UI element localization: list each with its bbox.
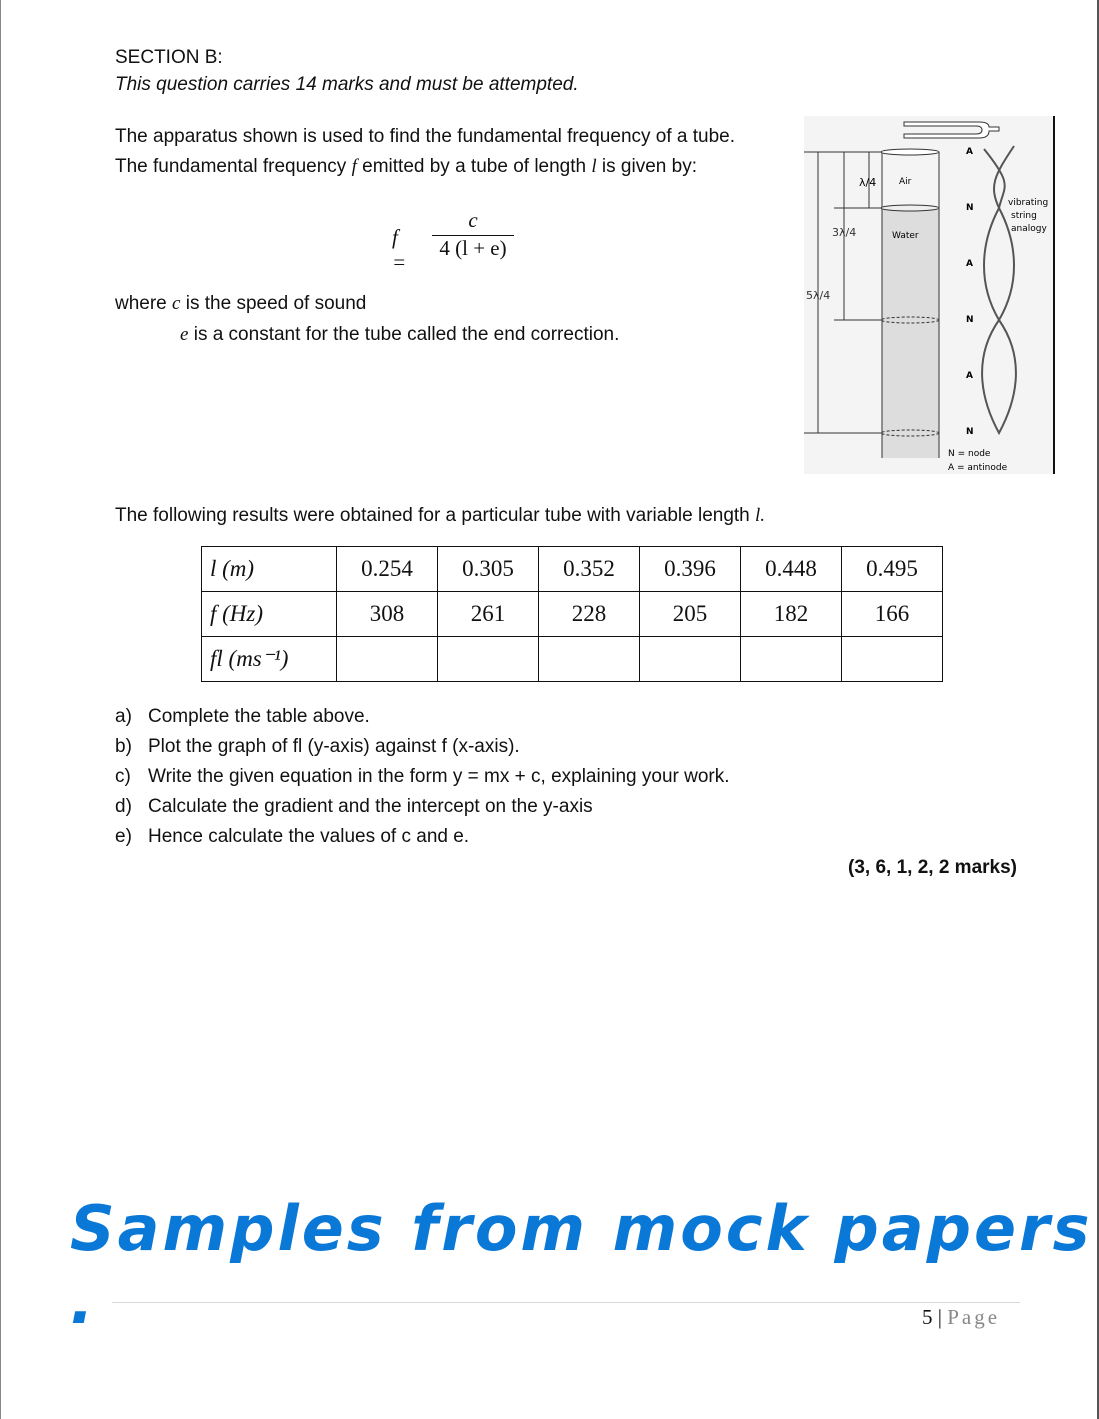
question-label: e) <box>115 826 132 847</box>
symbol-l: l. <box>755 505 766 526</box>
table-cell: 0.396 <box>640 547 741 592</box>
table-cell: 0.448 <box>741 547 842 592</box>
footer-divider <box>112 1302 1020 1303</box>
text: is given by: <box>596 156 697 177</box>
table-cell <box>640 637 741 682</box>
question-label: b) <box>115 736 132 757</box>
table-cell: 228 <box>539 592 640 637</box>
question-label: c) <box>115 766 131 787</box>
antinode-label: A <box>966 259 973 269</box>
question-item <box>115 825 730 855</box>
water-column <box>882 208 939 458</box>
node-label: N <box>966 427 974 437</box>
node-label: N <box>966 203 974 213</box>
question-label: d) <box>115 796 132 817</box>
table-cell: 0.495 <box>842 547 943 592</box>
question-text: Calculate the gradient and the intercept on the y-axis <box>148 796 593 817</box>
question-item <box>115 765 730 795</box>
question-item <box>115 735 730 765</box>
section-title: SECTION B: <box>115 47 223 68</box>
analogy-label: string <box>1011 211 1037 221</box>
table-cell: 205 <box>640 592 741 637</box>
intro-line-1: The apparatus shown is used to find the fundamental frequency of a tube. <box>115 126 736 147</box>
table-cell: 308 <box>337 592 438 637</box>
intro-line-2 <box>115 156 697 178</box>
lambda-quarter-label: λ/4 <box>859 176 877 189</box>
table-cell <box>337 637 438 682</box>
marks-allocation: (3, 6, 1, 2, 2 marks) <box>848 857 1017 878</box>
tube-top <box>881 149 939 155</box>
analogy-label: vibrating <box>1008 198 1049 208</box>
separator: | <box>937 1305 942 1329</box>
question-label: a) <box>115 706 132 727</box>
text: is a constant for the tube called the end correction. <box>188 324 620 345</box>
table-row <box>202 592 943 637</box>
text: The following results were obtained for a particular tube with variable length <box>115 505 756 526</box>
page-label: Page <box>947 1305 1001 1329</box>
question-text: Plot the graph of fl (y-axis) against f (x-axis). <box>148 736 520 757</box>
formula-lhs: f = <box>392 225 407 274</box>
row-header: l (m) <box>202 547 337 592</box>
question-text: Hence calculate the values of c and e. <box>148 826 470 847</box>
antinode-label: A <box>966 147 973 157</box>
three-lambda-quarter-label: 3λ/4 <box>832 226 857 239</box>
table-cell: 0.254 <box>337 547 438 592</box>
page-footer <box>922 1305 1000 1330</box>
five-lambda-quarter-label: 5λ/4 <box>806 289 831 302</box>
table-cell <box>741 637 842 682</box>
legend-node: N = node <box>948 449 991 459</box>
results-intro <box>115 505 765 527</box>
water-surface <box>881 205 939 211</box>
antinode-label: A <box>966 371 973 381</box>
page-edge-left <box>0 0 1 1419</box>
question-text: Complete the table above. <box>148 706 370 727</box>
table-cell: 166 <box>842 592 943 637</box>
symbol-e: e <box>180 324 189 345</box>
symbol-c: c <box>172 293 181 314</box>
formula-denominator: 4 (l + e) <box>439 236 507 260</box>
text: The fundamental frequency <box>115 156 352 177</box>
table-cell: 0.352 <box>539 547 640 592</box>
table-cell: 0.305 <box>438 547 539 592</box>
where-line-1 <box>115 293 366 315</box>
formula-numerator: c <box>432 208 514 236</box>
results-table <box>201 546 943 682</box>
question-item <box>115 705 730 735</box>
row-header: fl (ms⁻¹) <box>202 637 337 682</box>
page-number: 5 <box>922 1305 933 1329</box>
where-line-2 <box>180 324 619 346</box>
symbol-f: f <box>351 156 357 177</box>
text: where <box>115 293 173 314</box>
table-row <box>202 637 943 682</box>
handwritten-note: Samples from mock papers . <box>70 1192 1093 1338</box>
text: is the speed of sound <box>180 293 367 314</box>
question-item <box>115 795 730 825</box>
analogy-label: analogy <box>1011 224 1047 234</box>
question-list <box>115 705 730 855</box>
water-label: Water <box>892 231 919 241</box>
table-cell <box>438 637 539 682</box>
table-cell <box>842 637 943 682</box>
node-label: N <box>966 315 974 325</box>
formula-fraction <box>432 208 514 261</box>
section-note: This question carries 14 marks and must be attempted. <box>115 74 579 95</box>
row-header: f (Hz) <box>202 592 337 637</box>
question-text: Write the given equation in the form y = mx + c, explaining your work. <box>148 766 730 787</box>
symbol-l: l <box>591 156 597 177</box>
table-cell <box>539 637 640 682</box>
air-label: Air <box>899 177 912 187</box>
text: emitted by a tube of length <box>356 156 592 177</box>
legend-antinode: A = antinode <box>948 463 1008 473</box>
table-cell: 261 <box>438 592 539 637</box>
table-row <box>202 547 943 592</box>
resonance-tube-diagram <box>804 116 1056 474</box>
table-cell: 182 <box>741 592 842 637</box>
